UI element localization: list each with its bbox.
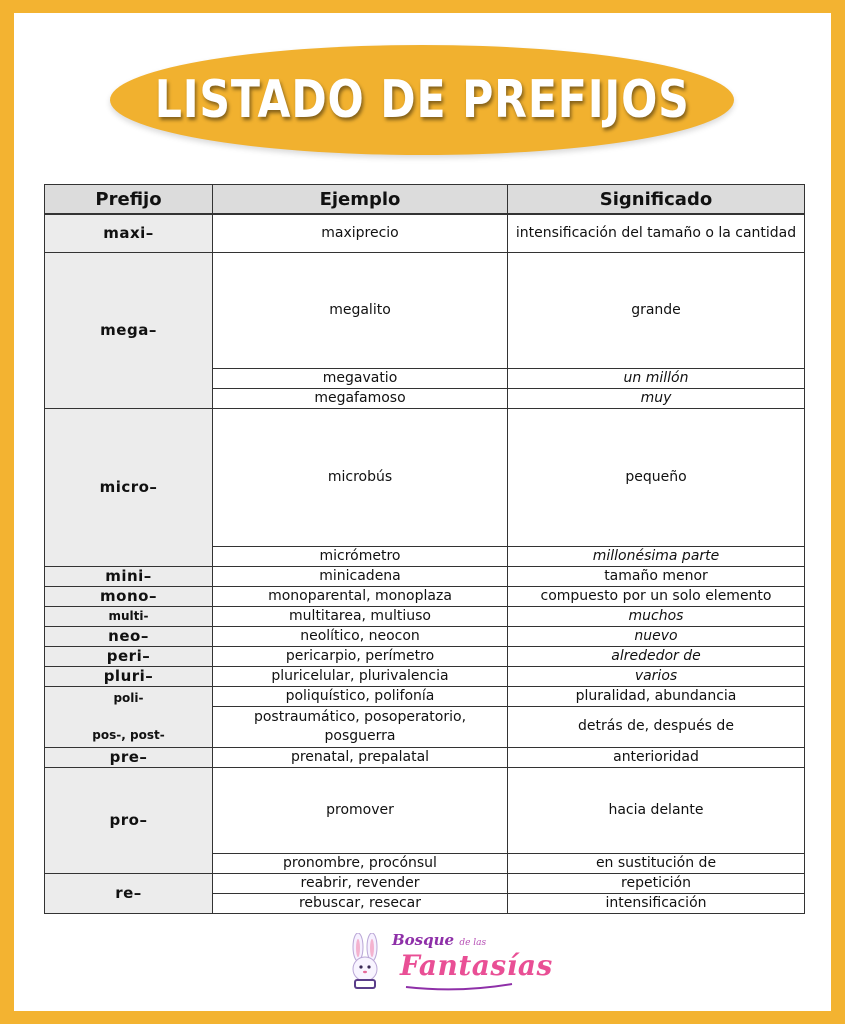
prefix-poli: poli- <box>113 690 144 705</box>
table-row <box>45 767 805 853</box>
brand-logo <box>344 925 553 995</box>
page-title: LISTADO DE PREFIJOS <box>154 70 690 130</box>
example-cell: microbús <box>213 408 508 546</box>
table-row <box>45 606 805 626</box>
example-cell: pericarpio, perímetro <box>213 646 508 666</box>
table-row <box>45 686 805 707</box>
table-row <box>45 214 805 252</box>
meaning-cell: pluralidad, abundancia <box>508 686 805 707</box>
prefix-cell: mono– <box>45 586 213 606</box>
meaning-cell: muchos <box>508 606 805 626</box>
example-cell: maxiprecio <box>213 214 508 252</box>
example-cell: postraumático, posoperatorio, posguerra <box>213 707 508 747</box>
prefix-cell: pre– <box>45 747 213 767</box>
meaning-cell: tamaño menor <box>508 566 805 586</box>
prefix-cell: multi- <box>45 606 213 626</box>
example-cell: monoparental, monoplaza <box>213 586 508 606</box>
prefix-table <box>44 184 805 914</box>
logo-swoosh <box>404 981 514 991</box>
example-cell: megafamoso <box>213 388 508 408</box>
example-cell: multitarea, multiuso <box>213 606 508 626</box>
table-row <box>45 586 805 606</box>
prefix-cell: pluri– <box>45 666 213 686</box>
logo-word-bosque: Bosque <box>392 931 455 949</box>
meaning-cell: un millón <box>508 368 805 388</box>
example-cell: neolítico, neocon <box>213 626 508 646</box>
meaning-cell: alrededor de <box>508 646 805 666</box>
table-row <box>45 626 805 646</box>
table-header-row <box>45 185 805 215</box>
prefix-cell: neo– <box>45 626 213 646</box>
header-ejemplo: Ejemplo <box>213 185 508 215</box>
meaning-cell: pequeño <box>508 408 805 546</box>
example-cell: rebuscar, resecar <box>213 893 508 913</box>
bunny-icon <box>344 933 388 993</box>
header-significado: Significado <box>508 185 805 215</box>
example-cell: promover <box>213 767 508 853</box>
meaning-cell: anterioridad <box>508 747 805 767</box>
example-cell: pronombre, procónsul <box>213 853 508 873</box>
meaning-cell: detrás de, después de <box>508 707 805 747</box>
meaning-cell: intensificación del tamaño o la cantidad <box>508 214 805 252</box>
prefix-cell: peri– <box>45 646 213 666</box>
meaning-cell: intensificación <box>508 893 805 913</box>
prefix-cell: re– <box>45 873 213 913</box>
title-banner <box>110 45 734 155</box>
header-prefijo: Prefijo <box>45 185 213 215</box>
prefix-cell: micro– <box>45 408 213 566</box>
page-frame <box>14 13 831 1011</box>
example-cell: pluricelular, plurivalencia <box>213 666 508 686</box>
example-cell: megavatio <box>213 368 508 388</box>
table-row <box>45 646 805 666</box>
example-cell: reabrir, revender <box>213 873 508 893</box>
logo-text-top <box>392 931 486 949</box>
prefix-cell: mega– <box>45 252 213 408</box>
meaning-cell: en sustitución de <box>508 853 805 873</box>
table-row <box>45 252 805 368</box>
table-row <box>45 666 805 686</box>
logo-text-main: Fantasías <box>400 949 553 982</box>
meaning-cell: varios <box>508 666 805 686</box>
example-cell: megalito <box>213 252 508 368</box>
example-cell: minicadena <box>213 566 508 586</box>
meaning-cell: compuesto por un solo elemento <box>508 586 805 606</box>
example-cell: poliquístico, polifonía <box>213 686 508 707</box>
table-row <box>45 747 805 767</box>
example-cell: micrómetro <box>213 546 508 566</box>
prefix-cell: mini– <box>45 566 213 586</box>
prefix-cell-poli-pos <box>45 686 213 747</box>
meaning-cell: nuevo <box>508 626 805 646</box>
prefix-pos: pos-, post- <box>92 727 165 742</box>
prefix-cell: maxi– <box>45 214 213 252</box>
meaning-cell: repetición <box>508 873 805 893</box>
prefix-cell: pro– <box>45 767 213 873</box>
table-row <box>45 566 805 586</box>
meaning-cell: muy <box>508 388 805 408</box>
meaning-cell: grande <box>508 252 805 368</box>
meaning-cell: millonésima parte <box>508 546 805 566</box>
table-row <box>45 408 805 546</box>
example-cell: prenatal, prepalatal <box>213 747 508 767</box>
meaning-cell: hacia delante <box>508 767 805 853</box>
table-row <box>45 873 805 893</box>
logo-word-delas: de las <box>459 938 487 948</box>
